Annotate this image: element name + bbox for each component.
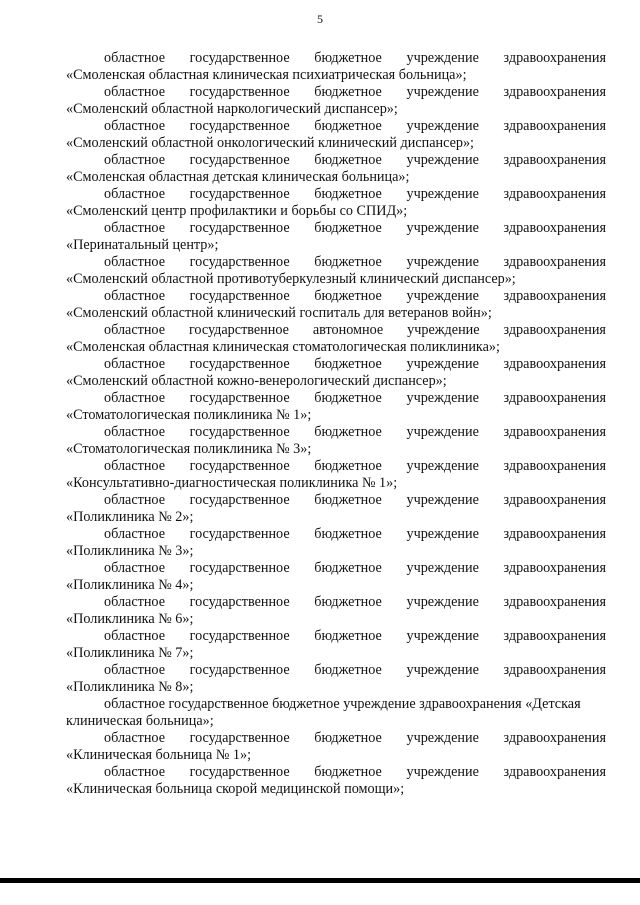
institution-type-word: учреждение: [406, 84, 479, 100]
institution-type-word: областное: [104, 594, 165, 610]
institution-type-word: государственное: [189, 288, 290, 304]
institution-entry: [66, 254, 606, 288]
institution-type-line: [66, 526, 606, 543]
institution-type-word: областное: [104, 662, 165, 678]
institution-type-word: бюджетное: [314, 390, 382, 406]
institution-name: «Поликлиника № 8»;: [66, 679, 194, 695]
institution-type-word: бюджетное: [314, 662, 382, 678]
institution-type-word: здравоохранения: [503, 526, 606, 542]
institution-type-word: бюджетное: [314, 764, 382, 780]
institution-type-word: здравоохранения: [503, 84, 606, 100]
institution-type-line: [66, 594, 606, 611]
institution-name: «Клиническая больница скорой медицинской помощи»;: [66, 781, 405, 797]
institution-type-word: областное: [104, 50, 165, 66]
institution-type-word: учреждение: [406, 628, 479, 644]
institution-type-word: бюджетное: [314, 628, 382, 644]
institution-type-word: бюджетное: [314, 526, 382, 542]
institution-type-word: учреждение: [406, 254, 479, 270]
institution-type-word: здравоохранения: [503, 730, 606, 746]
institution-type-word: бюджетное: [314, 492, 382, 508]
institution-type-word: областное: [104, 152, 165, 168]
institution-type-word: учреждение: [406, 764, 479, 780]
institution-type-word: областное: [104, 628, 165, 644]
institution-name: «Смоленский областной клинический госпиталь для ветеранов войн»;: [66, 305, 492, 321]
institution-type-word: учреждение: [406, 186, 479, 202]
institution-entry: [66, 662, 606, 696]
institution-type-word: здравоохранения: [503, 662, 606, 678]
institution-type-word: учреждение: [406, 220, 479, 236]
institution-type-word: учреждение: [406, 424, 479, 440]
institution-entry: [66, 764, 606, 798]
institution-type-word: государственное: [189, 220, 290, 236]
institution-name: «Смоленский центр профилактики и борьбы со СПИД»;: [66, 203, 408, 219]
institution-type-word: учреждение: [406, 730, 479, 746]
institution-type-word: областное: [104, 560, 165, 576]
institution-type-word: бюджетное: [314, 84, 382, 100]
institution-type-word: областное: [104, 492, 165, 508]
institution-entry: [66, 424, 606, 458]
institution-name: «Смоленская областная детская клиническая больница»;: [66, 169, 410, 185]
institution-type-word: областное: [104, 84, 165, 100]
institution-type-word: областное: [104, 356, 165, 372]
institution-entry: [66, 458, 606, 492]
institution-name: «Поликлиника № 3»;: [66, 543, 194, 559]
institution-type-word: бюджетное: [314, 186, 382, 202]
institution-type-word: государственное: [189, 390, 290, 406]
institution-type-word: здравоохранения: [503, 560, 606, 576]
institution-name: клиническая больница»;: [66, 713, 214, 729]
institution-type-word: бюджетное: [314, 356, 382, 372]
institution-type-word: учреждение: [406, 50, 479, 66]
institution-entry: [66, 696, 606, 730]
institution-type-word: областное: [104, 288, 165, 304]
institution-type-line: [66, 492, 606, 509]
institution-type-word: областное: [104, 424, 165, 440]
institution-type-line: [66, 390, 606, 407]
institution-type-word: бюджетное: [314, 560, 382, 576]
document-body: [66, 50, 606, 798]
institution-type-word: здравоохранения: [503, 186, 606, 202]
institution-type-word: государственное: [189, 662, 290, 678]
institution-type-line: [66, 186, 606, 203]
institution-type-word: государственное: [189, 356, 290, 372]
institution-type-line: областное государственное бюджетное учреждение здравоохранения «Детская: [104, 696, 581, 712]
institution-type-word: государственное: [189, 84, 290, 100]
institution-type-word: здравоохранения: [503, 152, 606, 168]
institution-entry: [66, 50, 606, 84]
institution-type-word: автономное: [312, 322, 384, 338]
institution-type-line: [66, 424, 606, 441]
institution-entry: [66, 322, 606, 356]
institution-type-word: здравоохранения: [503, 764, 606, 780]
institution-type-word: здравоохранения: [503, 390, 606, 406]
institution-type-word: областное: [104, 730, 165, 746]
institution-type-word: учреждение: [406, 288, 479, 304]
institution-type-line: [66, 730, 606, 747]
institution-type-word: областное: [104, 254, 165, 270]
institution-type-word: учреждение: [406, 492, 479, 508]
institution-type-word: учреждение: [406, 390, 479, 406]
institution-entry: [66, 186, 606, 220]
institution-type-word: бюджетное: [314, 118, 382, 134]
institution-type-word: учреждение: [406, 662, 479, 678]
institution-entry: [66, 628, 606, 662]
institution-type-line: [66, 254, 606, 271]
institution-name: «Смоленский областной онкологический клинический диспансер»;: [66, 135, 474, 151]
institution-type-word: государственное: [189, 492, 290, 508]
institution-entry: [66, 356, 606, 390]
institution-type-word: государственное: [189, 594, 290, 610]
institution-type-word: учреждение: [406, 526, 479, 542]
institution-type-word: здравоохранения: [503, 594, 606, 610]
institution-type-line: [66, 356, 606, 373]
institution-entry: [66, 288, 606, 322]
institution-name: «Смоленская областная клиническая психиатрическая больница»;: [66, 67, 467, 83]
institution-type-line: [66, 220, 606, 237]
institution-type-word: бюджетное: [314, 424, 382, 440]
institution-name: «Смоленский областной кожно-венерологический диспансер»;: [66, 373, 447, 389]
institution-type-word: областное: [104, 458, 165, 474]
institution-type-word: областное: [104, 526, 165, 542]
page-number: 5: [317, 12, 323, 26]
institution-type-line: [66, 50, 606, 67]
institution-name: «Консультативно-диагностическая поликлиника № 1»;: [66, 475, 398, 491]
institution-name: «Поликлиника № 7»;: [66, 645, 194, 661]
institution-type-word: государственное: [189, 118, 290, 134]
institution-type-word: областное: [104, 322, 165, 338]
institution-type-word: здравоохранения: [503, 356, 606, 372]
institution-type-word: здравоохранения: [503, 118, 606, 134]
institution-type-word: государственное: [189, 730, 290, 746]
institution-entry: [66, 118, 606, 152]
institution-type-line: [66, 628, 606, 645]
institution-type-word: бюджетное: [314, 288, 382, 304]
institution-name: «Стоматологическая поликлиника № 1»;: [66, 407, 312, 423]
institution-type-word: государственное: [189, 560, 290, 576]
institution-type-word: бюджетное: [314, 730, 382, 746]
institution-type-line: [66, 458, 606, 475]
institution-type-word: здравоохранения: [503, 50, 606, 66]
institution-type-word: здравоохранения: [503, 492, 606, 508]
institution-type-line: [66, 322, 606, 339]
bottom-rule: [0, 878, 640, 883]
institution-type-word: государственное: [189, 764, 290, 780]
institution-entry: [66, 152, 606, 186]
institution-type-word: учреждение: [406, 356, 479, 372]
institution-type-line: [66, 84, 606, 101]
institution-type-word: бюджетное: [314, 220, 382, 236]
institution-type-word: учреждение: [406, 458, 479, 474]
institution-name: «Поликлиника № 4»;: [66, 577, 194, 593]
institution-type-word: учреждение: [407, 322, 480, 338]
institution-entry: [66, 84, 606, 118]
institution-type-word: государственное: [189, 254, 290, 270]
institution-type-word: государственное: [189, 50, 290, 66]
institution-entry: [66, 526, 606, 560]
institution-entry: [66, 560, 606, 594]
institution-type-line: [66, 764, 606, 781]
institution-type-word: областное: [104, 186, 165, 202]
institution-type-word: учреждение: [406, 118, 479, 134]
institution-name: «Поликлиника № 2»;: [66, 509, 194, 525]
institution-type-word: государственное: [188, 322, 289, 338]
institution-type-word: областное: [104, 764, 165, 780]
institution-entry: [66, 730, 606, 764]
institution-type-word: учреждение: [406, 594, 479, 610]
institution-entry: [66, 594, 606, 628]
institution-type-word: бюджетное: [314, 152, 382, 168]
institution-name: «Смоленский областной противотуберкулезный клинический диспансер»;: [66, 271, 516, 287]
institution-type-line: [66, 662, 606, 679]
institution-type-word: здравоохранения: [503, 288, 606, 304]
institution-entry: [66, 492, 606, 526]
institution-name: «Поликлиника № 6»;: [66, 611, 194, 627]
institution-type-line: [66, 118, 606, 135]
institution-name: «Стоматологическая поликлиника № 3»;: [66, 441, 312, 457]
institution-type-word: государственное: [189, 458, 290, 474]
institution-type-word: учреждение: [406, 560, 479, 576]
institution-type-word: бюджетное: [314, 594, 382, 610]
institution-type-word: областное: [104, 118, 165, 134]
institution-type-word: бюджетное: [314, 50, 382, 66]
institution-type-word: бюджетное: [314, 458, 382, 474]
institution-type-word: государственное: [189, 152, 290, 168]
institution-name: «Перинатальный центр»;: [66, 237, 219, 253]
institution-type-line: [66, 152, 606, 169]
institution-type-word: учреждение: [406, 152, 479, 168]
institution-type-word: здравоохранения: [503, 254, 606, 270]
institution-type-line: [66, 560, 606, 577]
institution-type-word: здравоохранения: [503, 322, 606, 338]
institution-type-line: [66, 288, 606, 305]
institution-type-word: областное: [104, 390, 165, 406]
institution-type-word: государственное: [189, 526, 290, 542]
institution-name: «Смоленская областная клиническая стоматологическая поликлиника»;: [66, 339, 500, 355]
institution-name: «Клиническая больница № 1»;: [66, 747, 252, 763]
institution-type-word: здравоохранения: [503, 424, 606, 440]
institution-name: «Смоленский областной наркологический диспансер»;: [66, 101, 398, 117]
institution-type-word: государственное: [189, 424, 290, 440]
institution-type-word: здравоохранения: [503, 458, 606, 474]
institution-type-word: областное: [104, 220, 165, 236]
institution-type-word: бюджетное: [314, 254, 382, 270]
institution-entry: [66, 220, 606, 254]
institution-entry: [66, 390, 606, 424]
institution-type-word: государственное: [189, 628, 290, 644]
institution-type-word: здравоохранения: [503, 628, 606, 644]
institution-type-word: государственное: [189, 186, 290, 202]
institution-type-word: здравоохранения: [503, 220, 606, 236]
